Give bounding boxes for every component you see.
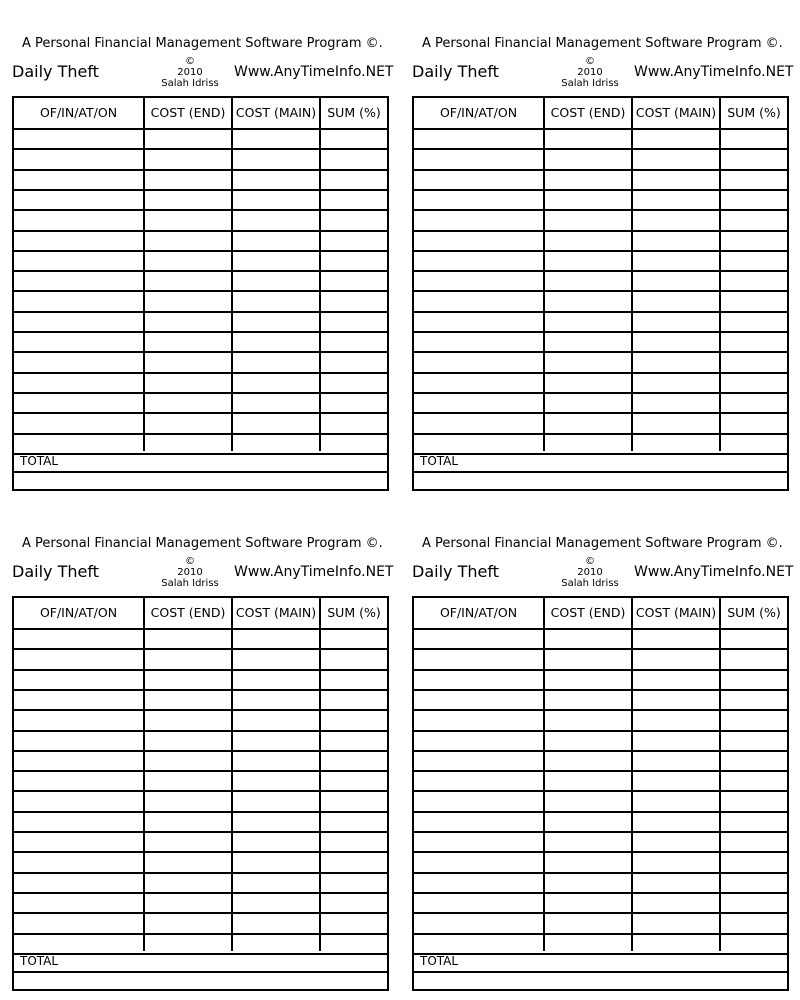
website-url: Www.AnyTimeInfo.NET	[234, 64, 394, 80]
author-name: Salah Idriss	[161, 78, 219, 89]
row-divider	[14, 311, 387, 313]
budget-sheet	[0, 0, 400, 500]
row-divider	[414, 770, 787, 772]
row-divider	[414, 933, 787, 935]
row-divider	[414, 892, 787, 894]
row-divider	[414, 372, 787, 374]
expense-grid	[14, 598, 387, 951]
row-divider	[14, 750, 387, 752]
row-divider	[414, 331, 787, 333]
copyright-symbol: ©	[585, 556, 595, 567]
row-divider	[414, 412, 787, 414]
copyright-symbol: ©	[185, 56, 195, 67]
column-divider	[631, 98, 633, 451]
program-tagline: A Personal Financial Management Software Program ©.	[422, 36, 783, 51]
column-header: SUM (%)	[727, 605, 781, 620]
expense-table	[412, 96, 789, 491]
sheet-title: Daily Theft	[412, 562, 499, 581]
column-header: COST (MAIN)	[235, 605, 317, 620]
row-divider	[14, 933, 387, 935]
row-divider	[14, 831, 387, 833]
header-divider	[14, 628, 387, 630]
column-divider	[319, 598, 321, 951]
author-name: Salah Idriss	[561, 78, 619, 89]
row-divider	[414, 209, 787, 211]
row-divider	[14, 811, 387, 813]
row-divider	[414, 730, 787, 732]
row-divider	[414, 148, 787, 150]
program-tagline: A Personal Financial Management Software Program ©.	[22, 36, 383, 51]
total-value-cell[interactable]	[14, 973, 387, 989]
budget-sheet	[400, 0, 800, 500]
column-header: SUM (%)	[327, 605, 381, 620]
column-divider	[319, 98, 321, 451]
row-divider	[14, 412, 387, 414]
column-divider	[719, 598, 721, 951]
row-divider	[14, 872, 387, 874]
row-divider	[414, 912, 787, 914]
copyright-symbol: ©	[185, 556, 195, 567]
total-label: TOTAL	[20, 954, 59, 968]
row-divider	[414, 851, 787, 853]
row-divider	[414, 169, 787, 171]
total-row	[414, 453, 787, 473]
row-divider	[14, 270, 387, 272]
expense-table	[12, 596, 389, 991]
row-divider	[414, 290, 787, 292]
column-divider	[543, 98, 545, 451]
row-divider	[14, 770, 387, 772]
row-divider	[14, 648, 387, 650]
copyright-year: 2010	[177, 567, 203, 578]
copyright-year: 2010	[177, 67, 203, 78]
column-header: SUM (%)	[727, 105, 781, 120]
website-url: Www.AnyTimeInfo.NET	[234, 564, 394, 580]
row-divider	[414, 750, 787, 752]
copyright-symbol: ©	[585, 56, 595, 67]
row-divider	[414, 811, 787, 813]
column-header: COST (MAIN)	[635, 105, 717, 120]
copyright-block	[552, 56, 628, 89]
column-divider	[231, 598, 233, 951]
column-header: OF/IN/AT/ON	[39, 105, 118, 120]
column-divider	[543, 598, 545, 951]
row-divider	[414, 872, 787, 874]
column-divider	[631, 598, 633, 951]
column-header: COST (END)	[550, 105, 626, 120]
column-header: COST (END)	[550, 605, 626, 620]
column-header: OF/IN/AT/ON	[439, 605, 518, 620]
row-divider	[14, 669, 387, 671]
expense-grid	[414, 598, 787, 951]
row-divider	[14, 912, 387, 914]
budget-sheet	[0, 500, 400, 1000]
row-divider	[414, 311, 787, 313]
sheet-title: Daily Theft	[412, 62, 499, 81]
total-label: TOTAL	[420, 954, 459, 968]
row-divider	[14, 331, 387, 333]
author-name: Salah Idriss	[561, 578, 619, 589]
total-value-cell[interactable]	[414, 973, 787, 989]
copyright-block	[552, 556, 628, 589]
row-divider	[14, 250, 387, 252]
expense-table	[412, 596, 789, 991]
row-divider	[14, 730, 387, 732]
sheet-title: Daily Theft	[12, 62, 99, 81]
row-divider	[14, 851, 387, 853]
website-url: Www.AnyTimeInfo.NET	[634, 64, 794, 80]
header-divider	[414, 628, 787, 630]
row-divider	[14, 392, 387, 394]
row-divider	[414, 669, 787, 671]
row-divider	[14, 892, 387, 894]
total-label: TOTAL	[20, 454, 59, 468]
total-row	[14, 453, 387, 473]
column-header: COST (END)	[150, 105, 226, 120]
column-divider	[231, 98, 233, 451]
copyright-block	[152, 56, 228, 89]
row-divider	[14, 148, 387, 150]
website-url: Www.AnyTimeInfo.NET	[634, 564, 794, 580]
row-divider	[414, 189, 787, 191]
total-row	[14, 953, 387, 973]
copyright-year: 2010	[577, 567, 603, 578]
row-divider	[414, 433, 787, 435]
row-divider	[414, 230, 787, 232]
row-divider	[414, 270, 787, 272]
row-divider	[414, 250, 787, 252]
row-divider	[14, 189, 387, 191]
column-divider	[143, 98, 145, 451]
row-divider	[14, 689, 387, 691]
row-divider	[14, 209, 387, 211]
row-divider	[14, 790, 387, 792]
row-divider	[414, 392, 787, 394]
row-divider	[414, 790, 787, 792]
expense-grid	[14, 98, 387, 451]
row-divider	[414, 831, 787, 833]
copyright-block	[152, 556, 228, 589]
row-divider	[14, 433, 387, 435]
header-divider	[14, 128, 387, 130]
row-divider	[14, 351, 387, 353]
column-header: OF/IN/AT/ON	[39, 605, 118, 620]
author-name: Salah Idriss	[161, 578, 219, 589]
row-divider	[414, 709, 787, 711]
column-divider	[719, 98, 721, 451]
row-divider	[414, 351, 787, 353]
row-divider	[14, 169, 387, 171]
total-row	[414, 953, 787, 973]
column-header: COST (END)	[150, 605, 226, 620]
column-header: COST (MAIN)	[635, 605, 717, 620]
total-value-cell[interactable]	[14, 473, 387, 489]
budget-sheet	[400, 500, 800, 1000]
column-header: SUM (%)	[327, 105, 381, 120]
expense-grid	[414, 98, 787, 451]
row-divider	[414, 648, 787, 650]
program-tagline: A Personal Financial Management Software Program ©.	[22, 536, 383, 551]
header-divider	[414, 128, 787, 130]
row-divider	[14, 290, 387, 292]
program-tagline: A Personal Financial Management Software Program ©.	[422, 536, 783, 551]
row-divider	[414, 689, 787, 691]
copyright-year: 2010	[577, 67, 603, 78]
column-header: OF/IN/AT/ON	[439, 105, 518, 120]
column-header: COST (MAIN)	[235, 105, 317, 120]
row-divider	[14, 709, 387, 711]
expense-table	[12, 96, 389, 491]
total-label: TOTAL	[420, 454, 459, 468]
sheet-title: Daily Theft	[12, 562, 99, 581]
row-divider	[14, 372, 387, 374]
row-divider	[14, 230, 387, 232]
total-value-cell[interactable]	[414, 473, 787, 489]
column-divider	[143, 598, 145, 951]
